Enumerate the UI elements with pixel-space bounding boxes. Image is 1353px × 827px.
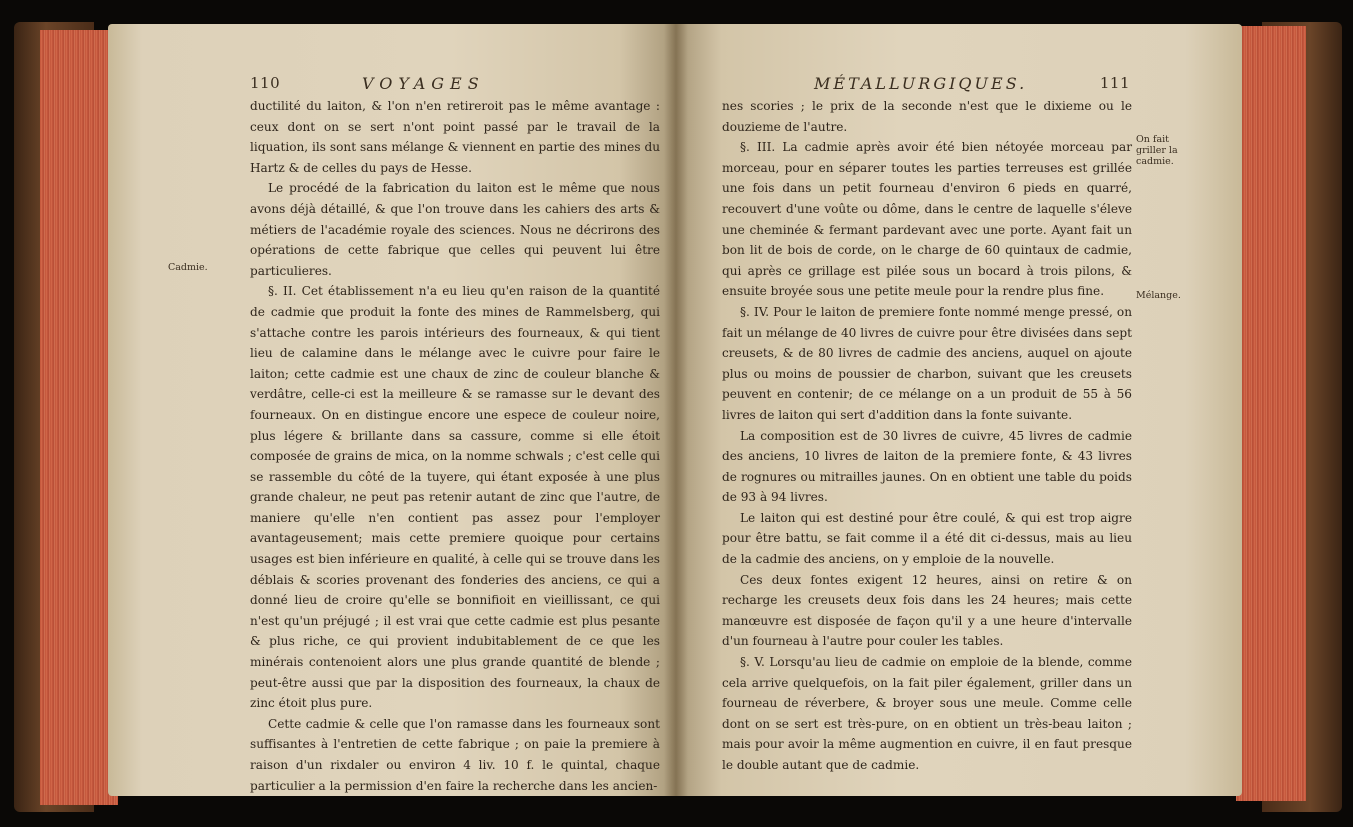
paragraph: nes scories ; le prix de la seconde n'est que le dixieme ou le douzieme de l'autre. — [722, 99, 1132, 134]
paragraph: Le laiton qui est destiné pour être coulé, & qui est trop aigre pour être battu, se fait comme il a été dit ci-dessus, mais au lieu de la cadmie des anciens, on y emploie de la nouvelle. — [722, 510, 1132, 567]
paragraph: §. IV. Pour le laiton de premiere fonte nommé menge pressé, on fait un mélange de 40 livres de cuivre pour être divisées dans sept creusets, & de 80 livres de cadmie des anciens, auquel on ajoute plus ou moins de poussier de charbon, suivant que les creusets peuvent en contenir; de ce mélange on a un produit de 55 à 56 livres de laiton qui sert d'addition dans la fonte suivante. — [722, 304, 1132, 422]
left-running-title: VOYAGES — [362, 74, 485, 93]
left-text-column — [250, 96, 660, 796]
paragraph: §. III. La cadmie après avoir été bien nétoyée morceau par morceau, pour en séparer toutes les parties terreuses est grillée une fois dans un petit fourneau d'environ 6 pieds en quarré, recouvert d'une voûte ou dôme, dans le centre de laquelle s'éleve une cheminée & fermant pardevant avec une porte. Ayant fait un bon lit de bois de corde, on le charge de 60 quintaux de cadmie, qui après ce grillage est pilée sous un bocard à trois pilons, & ensuite broyée sous une petite meule pour la rendre plus fine. — [722, 140, 1132, 299]
left-running-head — [250, 74, 660, 94]
margin-note-griller: On fait griller la cadmie. — [1136, 134, 1178, 167]
right-page-edges — [1236, 26, 1306, 801]
paragraph: La composition est de 30 livres de cuivre, 45 livres de cadmie des anciens, 10 livres de laiton de la premiere fonte, & 43 livres de rognures ou mitrailles jaunes. On en obtient une table du poids de 93 à 94 livres. — [722, 428, 1132, 505]
right-running-head — [722, 74, 1132, 94]
paragraph: §. II. Cet établissement n'a eu lieu qu'en raison de la quantité de cadmie que produit la fonte des mines de Rammelsberg, qui s'attache contre les parois intérieurs des fourneaux, & qui tient lieu de calamine dans le mélange avec le cuivre pour faire le laiton; cette cadmie est une chaux de zinc de couleur blanche & verdâtre, celle-ci est la meilleure & se ramasse sur le devant des fourneaux. On en distingue encore une espece de couleur noire, plus légere & brillante dans sa cassure, comme si elle étoit composée de grains de mica, on la nomme schwals ; c'est celle qui se rassemble du côté de la tuyere, qui étant exposée à une plus grande chaleur, ne peut pas retenir autant de zinc que l'autre, de maniere qu'elle n'en contient pas assez pour l'employer avantageusement; mais cette premiere quoique pour certains usages est bien inférieure en qualité, à celle qui se trouve dans les déblais & scories provenant des fonderies des anciens, ce qui a donné lieu de croire qu'elle se bonnifioit en vieillissant, ce qui n'est qu'un préjugé ; il est vrai que cette cadmie est plus pesante & plus riche, ce qui provient indubitablement de ce que les minérais contenoient alors une plus grande quantité de blende ; peut-être aussi que par la disposition des fourneaux, la chaux de zinc étoit plus pure. — [250, 284, 661, 711]
right-page-number: 111 — [1099, 74, 1130, 92]
paragraph: Cette cadmie & celle que l'on ramasse dans les fourneaux sont suffisantes à l'entretien de cette fabrique ; on paie la premiere à raison d'un rixdaler ou environ 4 liv. 10 f. le quintal, chaque particulier a la permission d'en faire la recherche dans les ancien- — [250, 716, 660, 793]
paragraph: Ces deux fontes exigent 12 heures, ainsi on retire & on recharge les creusets deux fois dans les 24 heures; mais cette manœuvre est disposée de façon qu'il y a une heure d'intervalle d'un fourneau à l'autre pour couler les tables. — [722, 572, 1132, 649]
right-text-column — [722, 96, 1132, 776]
margin-note-cadmie: Cadmie. — [168, 262, 208, 273]
right-running-title: MÉTALLURGIQUES. — [814, 74, 1028, 93]
paragraph: ductilité du laiton, & l'on n'en retireroit pas le même avantage : ceux dont on se sert n'ont point passé par le travail de la liquation, ils sont sans mélange & viennent en partie des mines du Hartz & de celles du pays de Hesse. — [250, 99, 660, 175]
paragraph: §. V. Lorsqu'au lieu de cadmie on emploie de la blende, comme cela arrive quelquefois, on la fait piler également, griller dans un fourneau de réverbere, & broyer sous une meule. Comme celle dont on se sert est très-pure, on en obtient un très-beau laiton ; mais pour avoir la même augmention en cuivre, il en faut presque le double autant que de cadmie. — [722, 655, 1132, 772]
left-page-edges — [40, 30, 118, 805]
left-page-number: 110 — [250, 74, 281, 92]
book-gutter — [664, 24, 688, 796]
margin-note-melange: Mélange. — [1136, 290, 1181, 301]
paragraph: Le procédé de la fabrication du laiton est le même que nous avons déjà détaillé, & que l'on trouve dans les cahiers des arts & métiers de l'académie royale des sciences. Nous ne décrirons des opérations de cette fabrique que celles qui peuvent lui être particulieres. — [250, 181, 660, 278]
